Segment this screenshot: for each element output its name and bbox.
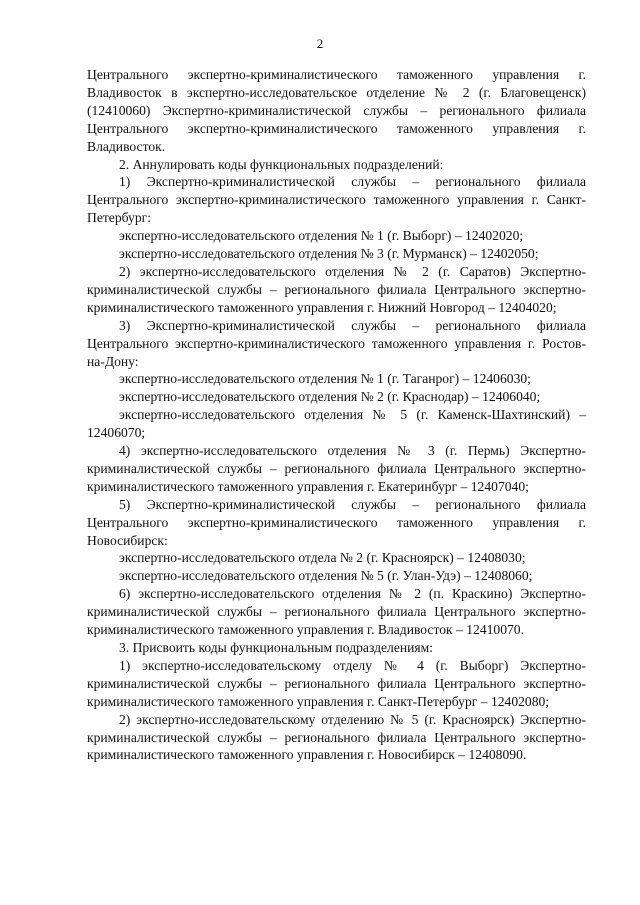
item-2-3-sub-1: экспертно-исследовательского отделения № 1 (г. Таганрог) – 12406030; (119, 371, 531, 387)
document-body (87, 66, 586, 764)
item-2-1: 1) Экспертно-криминалистической службы – регионального филиала Центрального экспертно-криминалистического таможенного управления г. Санкт-Петербург: (87, 174, 586, 226)
item-2-4: 4) экспертно-исследовательского отделения № 3 (г. Пермь) Экспертно-криминалистической службы – регионального филиала Центрального экспертно-криминалистического таможенного управления г. Екатеринбург – 12407040; (87, 443, 586, 494)
item-2-1-sub-2: экспертно-исследовательского отделения № 3 (г. Мурманск) – 12402050; (119, 246, 539, 262)
item-2-3-sub-3: экспертно-исследовательского отделения № 5 (г. Каменск-Шахтинский) – 12406070; (87, 407, 586, 441)
item-2-2: 2) экспертно-исследовательского отделения № 2 (г. Саратов) Экспертно-криминалистической службы – регионального филиала Центрального экспертно-криминалистического таможенного управления г. Нижний Новгород – 12404020; (87, 263, 586, 315)
item-2-6: 6) экспертно-исследовательского отделения № 2 (п. Краскино) Экспертно-криминалистической службы – регионального филиала Центрального экспертно-криминалистического таможенного управления г. Владивосток – 12410070. (87, 586, 586, 638)
item-2-1-sub-1: экспертно-исследовательского отделения № 1 (г. Выборг) – 12402020; (119, 228, 524, 244)
section-3-heading: 3. Присвоить коды функциональным подразделениям: (119, 640, 434, 655)
item-2-3-sub-2: экспертно-исследовательского отделения № 2 (г. Краснодар) – 12406040; (119, 389, 541, 405)
page-number: 2 (316, 36, 324, 51)
item-2-3: 3) Экспертно-криминалистической службы – регионального филиала Центрального экспертно-криминалистического таможенного управления г. Ростов-на-Дону: (87, 317, 586, 369)
item-2-5-sub-2: экспертно-исследовательского отделения № 5 (г. Улан-Удэ) – 12408060; (119, 568, 533, 584)
item-2-5-sub-1: экспертно-исследовательского отдела № 2 (г. Красноярск) – 12408030; (119, 550, 526, 566)
paragraph-continuation: Центрального экспертно-криминалистического таможенного управления г. Владивосток в экспертно-исследовательское отделение № 2 (г. Благовещенск) (12410060) Экспертно-криминалистической службы – регионального филиала Центрального экспертно-криминалистического таможенного управления г. Владивосток. (87, 67, 586, 154)
item-3-1: 1) экспертно-исследовательскому отделу № 4 (г. Выборг) Экспертно-криминалистической службы – регионального филиала Центрального экспертно-криминалистического таможенного управления г. Санкт-Петербург – 12402080; (87, 657, 586, 709)
item-3-2: 2) экспертно-исследовательскому отделению № 5 (г. Красноярск) Экспертно-криминалистической службы – регионального филиала Центрального экспертно-криминалистического таможенного управления г. Новосибирск – 12408090. (87, 711, 586, 763)
section-2-heading: 2. Аннулировать коды функциональных подразделений: (119, 156, 444, 172)
item-2-5: 5) Экспертно-криминалистической службы – регионального филиала Центрального экспертно-криминалистического таможенного управления г. Новосибирск: (87, 496, 586, 548)
